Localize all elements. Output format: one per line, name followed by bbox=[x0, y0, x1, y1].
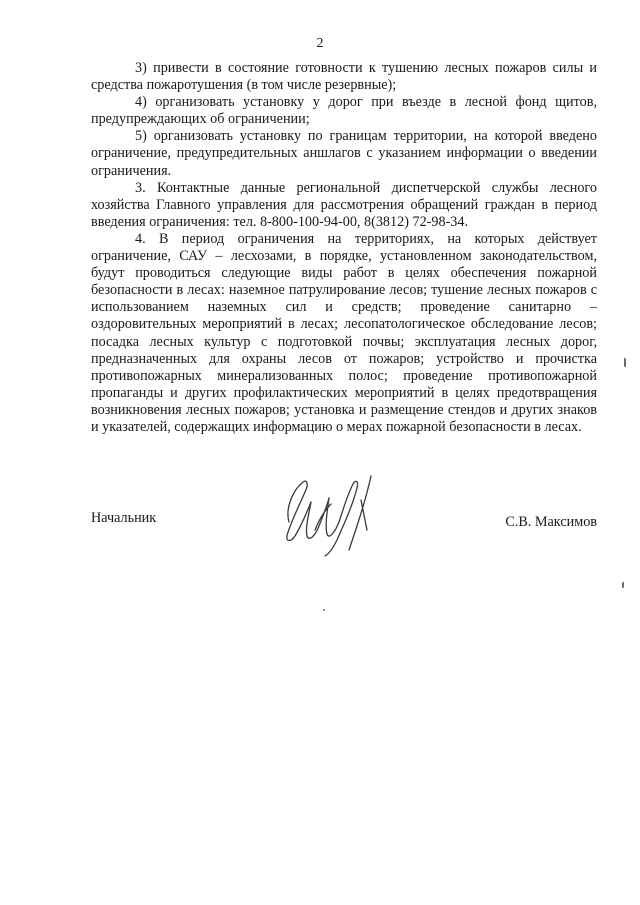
scan-speck bbox=[624, 358, 626, 367]
signer-name: С.В. Максимов bbox=[505, 514, 597, 530]
paragraph-item-5: 5) организовать установку по границам территории, на которой введено ограничение, предупредительных аншлагов с указанием информации о введении ограничения. bbox=[91, 128, 597, 179]
paragraph-item-3: 3) привести в состояние готовности к тушению лесных пожаров силы и средства пожаротушения (в том числе резервные); bbox=[91, 60, 597, 94]
scan-speck bbox=[323, 609, 325, 611]
page-number: 2 bbox=[316, 36, 324, 51]
scan-speck bbox=[622, 582, 624, 588]
document-body bbox=[91, 60, 597, 436]
paragraph-contacts: 3. Контактные данные региональной диспетчерской службы лесного хозяйства Главного управления для рассмотрения обращений граждан в период введения ограничения: тел. 8-800-100-94-00, 8(3812) 72-98-34. bbox=[91, 179, 597, 230]
signer-title: Начальник bbox=[91, 510, 157, 526]
paragraph-item-4: 4) организовать установку у дорог при въезде в лесной фонд щитов, предупреждающих об ограничении; bbox=[91, 94, 597, 128]
signature-block bbox=[91, 470, 597, 560]
paragraph-works: 4. В период ограничения на территориях, на которых действует ограничение, САУ – лесхозами, в порядке, установленном законодательством, будут проводиться следующие виды работ в целях обеспечения пожарной безопасности в лесах: наземное патрулирование лесов; тушение лесных пожаров с использованием наземных сил и средств; проведение санитарно – оздоровительных мероприятий в лесах; лесопатологическое обследование лесов; посадка лесных культур с подготовкой почвы; эксплуатация лесных дорог, предназначенных для охраны лесов от пожаров; устройство и прочистка противопожарных минерализованных полос; проведение противопожарной пропаганды и других профилактических мероприятий в целях предотвращения возникновения лесных пожаров; установка и размещение стендов и других знаков и указателей, содержащих информацию о мерах пожарной безопасности в лесах. bbox=[91, 230, 597, 435]
handwritten-signature-icon bbox=[275, 470, 385, 558]
